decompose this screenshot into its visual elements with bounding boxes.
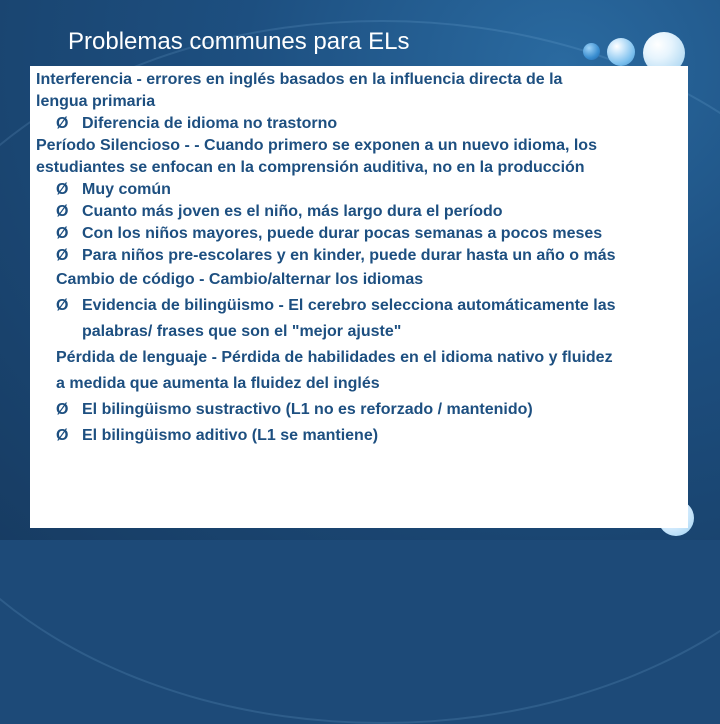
- bullet-item: [36, 223, 684, 245]
- arrow-bullet-icon: Ø: [56, 401, 69, 418]
- bullet-item: [36, 397, 684, 423]
- arrow-bullet-icon: Ø: [56, 247, 69, 264]
- arrow-bullet-icon: Ø: [56, 225, 69, 242]
- bullet-item: [36, 293, 684, 319]
- text-line: lengua primaria: [36, 93, 156, 110]
- slide-title: Problemas communes para ELs: [68, 28, 410, 55]
- text-line: palabras/ frases que son el "mejor ajuste": [82, 323, 402, 340]
- text-line: Cambio de código - Cambio/alternar los idiomas: [56, 271, 424, 288]
- text-line: a medida que aumenta la fluidez del inglés: [56, 375, 380, 392]
- bullet-text: El bilingüismo aditivo (L1 se mantiene): [82, 427, 379, 444]
- text-line: Interferencia - errores en inglés basados en la influencia directa de la: [36, 71, 563, 88]
- bullet-text: Evidencia de bilingüismo - El cerebro selecciona automáticamente las: [82, 297, 616, 314]
- bullet-text: El bilingüismo sustractivo (L1 no es reforzado / mantenido): [82, 401, 533, 418]
- bullet-item: [36, 201, 684, 223]
- bullet-item: [36, 179, 684, 201]
- arrow-bullet-icon: Ø: [56, 115, 69, 132]
- bullet-text: Para niños pre-escolares y en kinder, puede durar hasta un año o más: [82, 247, 616, 264]
- decorative-bubble-medium: [607, 38, 635, 66]
- text-line: Período Silencioso - - Cuando primero se exponen a un nuevo idioma, los: [36, 137, 597, 154]
- arrow-bullet-icon: Ø: [56, 427, 69, 444]
- text-line: Pérdida de lenguaje - Pérdida de habilidades en el idioma nativo y fluidez: [56, 349, 613, 366]
- bullet-text: Diferencia de idioma no trastorno: [82, 115, 338, 132]
- arrow-bullet-icon: Ø: [56, 203, 69, 220]
- arrow-bullet-icon: Ø: [56, 297, 69, 314]
- arrow-bullet-icon: Ø: [56, 181, 69, 198]
- bullet-item: [36, 423, 684, 449]
- bullet-text: Con los niños mayores, puede durar pocas semanas a pocos meses: [82, 225, 603, 242]
- bullet-item: [36, 245, 684, 267]
- bullet-text: Cuanto más joven es el niño, más largo dura el período: [82, 203, 503, 220]
- bullet-item: [36, 113, 684, 135]
- decorative-bubble-small: [583, 43, 600, 60]
- bullet-text: Muy común: [82, 181, 171, 198]
- text-line: estudiantes se enfocan en la comprensión auditiva, no en la producción: [36, 159, 585, 176]
- content-box: [30, 66, 688, 528]
